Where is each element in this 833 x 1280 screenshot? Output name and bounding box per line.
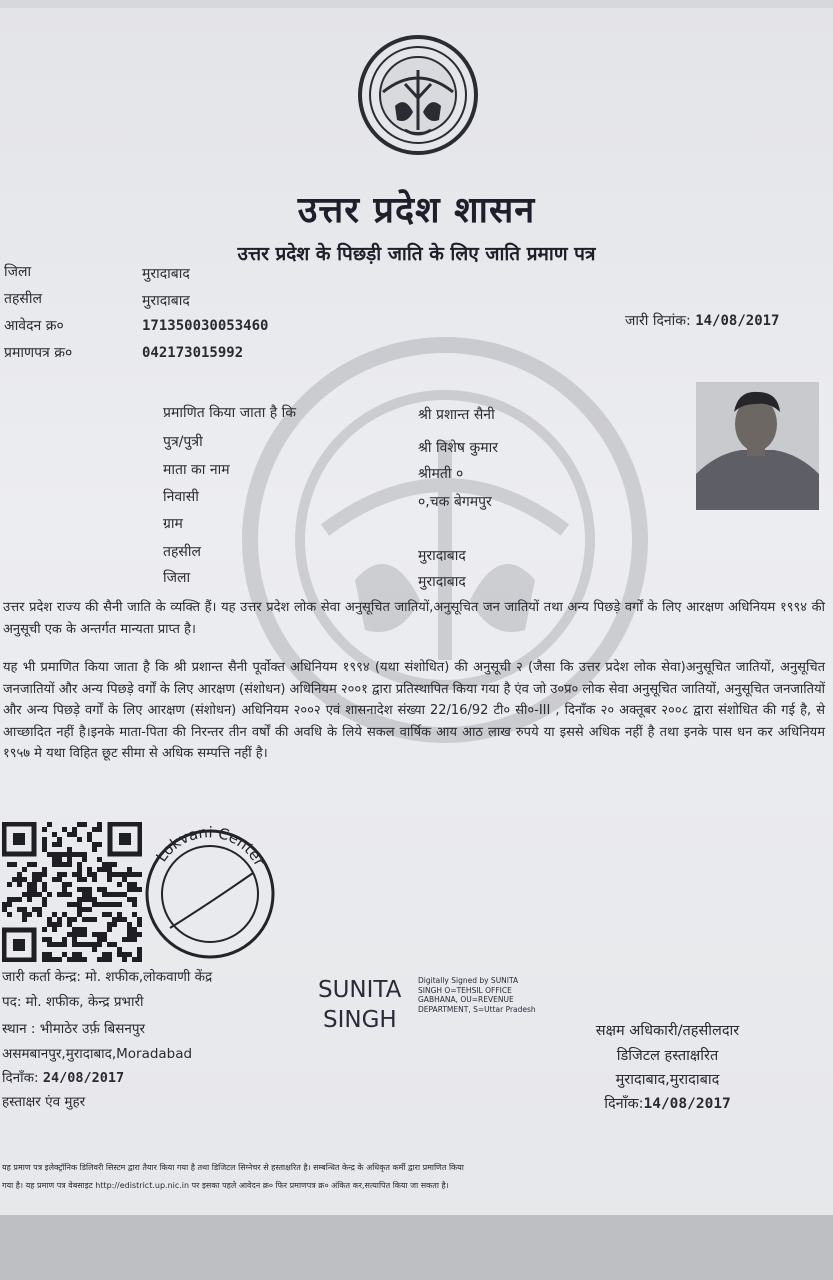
field-label-district: जिला — [163, 570, 191, 586]
qr-module — [37, 872, 42, 877]
qr-module — [102, 952, 107, 957]
qr-module — [37, 892, 42, 897]
qr-module — [87, 867, 92, 872]
qr-module — [102, 937, 107, 942]
qr-module — [62, 862, 67, 867]
qr-module — [27, 887, 32, 892]
qr-module — [102, 912, 107, 917]
issue-date-value: 14/08/2017 — [695, 313, 780, 329]
qr-module — [22, 917, 27, 922]
qr-module — [47, 892, 52, 897]
field-value-mother: श्रीमती ० — [418, 466, 464, 482]
qr-module — [72, 902, 77, 907]
qr-module — [32, 877, 37, 882]
field-value-name: श्री प्रशान्त सैनी — [418, 407, 495, 423]
qr-module — [127, 897, 132, 902]
qr-module — [52, 862, 57, 867]
qr-module — [47, 822, 52, 827]
qr-module — [102, 932, 107, 937]
qr-module — [47, 937, 52, 942]
qr-module — [107, 892, 112, 897]
qr-module — [77, 872, 82, 877]
qr-module — [122, 957, 127, 962]
qr-module — [97, 957, 102, 962]
qr-module — [87, 837, 92, 842]
qr-module — [52, 857, 57, 862]
qr-module — [92, 917, 97, 922]
qr-module — [82, 897, 87, 902]
qr-module — [87, 872, 92, 877]
qr-module — [82, 927, 87, 932]
meta-value-tehsil: मुरादाबाद — [142, 293, 190, 309]
qr-module — [82, 917, 87, 922]
qr-module — [77, 912, 82, 917]
qr-module — [27, 897, 32, 902]
certificate-subtitle: उत्तर प्रदेश के पिछड़ी जाति के लिए जाति प्रमाण पत्र — [237, 243, 596, 265]
footer-note-line2: गया है। यह प्रमाण पत्र वेबसाइट http://edistrict.up.nic.in पर इसका पहले आवेदन क्र० फिर प्रमाणपत्र क्र० अंकित कर,सत्यापित किया जा सकता है। — [2, 1181, 449, 1190]
qr-module — [57, 922, 62, 927]
qr-module — [67, 902, 72, 907]
qr-module — [42, 842, 47, 847]
qr-module — [42, 887, 47, 892]
qr-module — [52, 957, 57, 962]
scan-background — [0, 1215, 833, 1280]
qr-module — [87, 942, 92, 947]
qr-module — [47, 942, 52, 947]
qr-module — [97, 842, 102, 847]
qr-module — [82, 892, 87, 897]
qr-module — [82, 852, 87, 857]
qr-module — [122, 872, 127, 877]
qr-module — [62, 827, 67, 832]
qr-module — [67, 932, 72, 937]
qr-module — [127, 872, 132, 877]
qr-module — [97, 857, 102, 862]
qr-module — [77, 822, 82, 827]
qr-module — [77, 877, 82, 882]
qr-module — [102, 892, 107, 897]
qr-module — [32, 892, 37, 897]
issue-date — [625, 311, 780, 330]
qr-module — [97, 827, 102, 832]
qr-module — [62, 937, 67, 942]
qr-module — [72, 952, 77, 957]
qr-module — [72, 872, 77, 877]
qr-module — [127, 922, 132, 927]
qr-module — [22, 892, 27, 897]
applicant-photo — [696, 382, 819, 510]
qr-module — [62, 887, 67, 892]
qr-module — [107, 942, 112, 947]
qr-module — [77, 942, 82, 947]
qr-module — [97, 867, 102, 872]
qr-module — [72, 832, 77, 837]
qr-module — [97, 887, 102, 892]
qr-module — [62, 952, 67, 957]
signature-and-seal-label: हस्ताक्षर एंव मुहर — [2, 1094, 86, 1110]
issue-date-label: जारी दिनांक: — [625, 313, 691, 329]
meta-label-certificate-no: प्रमाणपत्र क्र० — [4, 345, 73, 361]
qr-module — [97, 822, 102, 827]
qr-module — [72, 852, 77, 857]
qr-module — [32, 872, 37, 877]
qr-module — [127, 937, 132, 942]
qr-module — [27, 882, 32, 887]
issuer-date-label: दिनाँक: — [2, 1070, 39, 1086]
qr-module — [92, 877, 97, 882]
qr-module — [67, 957, 72, 962]
qr-module — [102, 862, 107, 867]
qr-module — [127, 932, 132, 937]
qr-module — [67, 882, 72, 887]
footer-note-line1: यह प्रमाण पत्र इलेक्ट्रॉनिक डिलिवरी सिस्टम द्वारा तैयार किया गया है तथा डिजिटल सिग्नेचर से हस्ताक्षरित है। सम्बन्धित केन्द्र के अधिकृत कर्मी द्वारा प्रमाणित किया — [2, 1163, 464, 1172]
meta-value-certificate-no: 042173015992 — [142, 345, 244, 361]
qr-module — [67, 862, 72, 867]
field-value-district: मुरादाबाद — [418, 574, 466, 590]
qr-module — [97, 937, 102, 942]
qr-module — [7, 902, 12, 907]
qr-module — [22, 877, 27, 882]
qr-module — [32, 887, 37, 892]
qr-module — [82, 942, 87, 947]
qr-module — [92, 872, 97, 877]
qr-module — [127, 882, 132, 887]
qr-module — [47, 917, 52, 922]
qr-module — [77, 897, 82, 902]
meta-label-application-no: आवेदन क्र० — [4, 318, 64, 334]
qr-module — [42, 847, 47, 852]
authority-date-value: 14/08/2017 — [643, 1096, 731, 1112]
qr-module — [87, 832, 92, 837]
qr-module — [112, 892, 117, 897]
qr-module — [112, 917, 117, 922]
qr-module — [117, 882, 122, 887]
issuer-date — [2, 1068, 124, 1086]
qr-module — [62, 882, 67, 887]
qr-module — [72, 917, 77, 922]
qr-module — [12, 877, 17, 882]
qr-module — [82, 877, 87, 882]
qr-module — [77, 957, 82, 962]
qr-code — [2, 822, 142, 962]
qr-module — [2, 907, 7, 912]
qr-module — [7, 882, 12, 887]
qr-module — [32, 907, 37, 912]
qr-module — [7, 897, 12, 902]
qr-module — [42, 957, 47, 962]
qr-module — [107, 902, 112, 907]
field-label-certified: प्रमाणित किया जाता है कि — [163, 405, 297, 421]
qr-module — [112, 872, 117, 877]
qr-module — [107, 957, 112, 962]
qr-module — [117, 947, 122, 952]
qr-module — [127, 927, 132, 932]
qr-module — [122, 892, 127, 897]
qr-module — [17, 897, 22, 902]
qr-module — [32, 862, 37, 867]
qr-module — [92, 932, 97, 937]
qr-module — [67, 857, 72, 862]
qr-module — [117, 917, 122, 922]
qr-module — [77, 887, 82, 892]
qr-module — [92, 897, 97, 902]
qr-module — [22, 912, 27, 917]
qr-module — [107, 927, 112, 932]
authority-title: सक्षम अधिकारी/तहसीलदार — [595, 1023, 740, 1039]
qr-module — [102, 867, 107, 872]
paper-edge — [0, 0, 833, 8]
qr-module — [47, 922, 52, 927]
field-value-tehsil: मुरादाबाद — [418, 548, 466, 564]
authority-digitally-signed: डिजिटल हस्ताक्षरित — [616, 1048, 719, 1064]
qr-module — [47, 952, 52, 957]
qr-module — [37, 877, 42, 882]
meta-label-tehsil: तहसील — [4, 291, 42, 307]
qr-module — [112, 902, 117, 907]
qr-module — [67, 917, 72, 922]
qr-module — [112, 922, 117, 927]
qr-module — [42, 827, 47, 832]
qr-module — [42, 867, 47, 872]
qr-module — [87, 897, 92, 902]
qr-module — [107, 952, 112, 957]
qr-module — [72, 942, 77, 947]
qr-module — [97, 902, 102, 907]
field-label-son-daughter: पुत्र/पुत्री — [163, 434, 203, 450]
qr-module — [77, 907, 82, 912]
qr-module — [72, 927, 77, 932]
issuer-date-value: 24/08/2017 — [42, 1070, 125, 1086]
qr-module — [102, 957, 107, 962]
qr-module — [67, 922, 72, 927]
qr-module — [72, 932, 77, 937]
qr-module — [67, 892, 72, 897]
qr-module — [122, 917, 127, 922]
qr-module — [42, 902, 47, 907]
qr-module — [77, 927, 82, 932]
qr-module — [97, 932, 102, 937]
qr-module — [52, 942, 57, 947]
qr-module — [112, 862, 117, 867]
qr-module — [52, 832, 57, 837]
qr-module — [107, 872, 112, 877]
qr-module — [12, 897, 17, 902]
qr-module — [57, 877, 62, 882]
qr-module — [107, 922, 112, 927]
field-label-tehsil: तहसील — [163, 544, 201, 560]
qr-module — [82, 887, 87, 892]
field-value-resident: ०,चक बेगमपुर — [418, 494, 492, 510]
qr-module — [57, 842, 62, 847]
qr-module — [17, 882, 22, 887]
qr-module — [57, 942, 62, 947]
qr-module — [117, 872, 122, 877]
qr-module — [127, 952, 132, 957]
qr-module — [22, 907, 27, 912]
issuer-center: जारी कर्ता केन्द्र: मो. शफीक,लोकवाणी केंद्र — [2, 969, 213, 985]
qr-module — [92, 947, 97, 952]
qr-module — [37, 907, 42, 912]
qr-module — [62, 942, 67, 947]
field-label-mother: माता का नाम — [163, 462, 230, 478]
authority-location: मुरादाबाद,मुरादाबाद — [615, 1072, 720, 1088]
qr-module — [67, 847, 72, 852]
signer-last-name: SINGH — [323, 1007, 397, 1033]
qr-module — [107, 912, 112, 917]
digital-signature-details: Digitally Signed by SUNITA SINGH O=TEHSIL OFFICE GABHANA, OU=REVENUE DEPARTMENT, S=Uttar Pradesh — [418, 976, 536, 1014]
qr-module — [52, 842, 57, 847]
qr-module — [122, 952, 127, 957]
qr-module — [42, 837, 47, 842]
authority-date-label: दिनाँक: — [604, 1096, 644, 1112]
qr-module — [17, 907, 22, 912]
qr-module — [92, 942, 97, 947]
qr-module — [57, 857, 62, 862]
qr-module — [87, 917, 92, 922]
qr-module — [82, 932, 87, 937]
qr-module — [87, 887, 92, 892]
qr-module — [127, 867, 132, 872]
qr-module — [37, 912, 42, 917]
qr-module — [77, 852, 82, 857]
qr-module — [42, 872, 47, 877]
issuer-designation: पद: मो. शफीक, केन्द्र प्रभारी — [2, 994, 144, 1010]
qr-module — [32, 882, 37, 887]
qr-module — [82, 957, 87, 962]
qr-module — [82, 907, 87, 912]
qr-module — [77, 837, 82, 842]
qr-module — [72, 827, 77, 832]
meta-value-district: मुरादाबाद — [142, 266, 190, 282]
qr-module — [57, 957, 62, 962]
caste-declaration-paragraph: उत्तर प्रदेश राज्य की सैनी जाति के व्यक्ति हैं। यह उत्तर प्रदेश लोक सेवा अनुसूचित जातियों,अनुसूचित जन जातियों तथा अन्य पिछड़े वर्गों के लिए आरक्षण अधिनियम १९९४ की अनुसूची एक के अन्तर्गत मान्यता प्राप्त है। — [3, 600, 825, 637]
digital-signer-name — [318, 975, 401, 1035]
qr-module — [102, 887, 107, 892]
qr-module — [52, 927, 57, 932]
qr-module — [92, 842, 97, 847]
qr-module — [57, 852, 62, 857]
qr-module — [87, 907, 92, 912]
qr-module — [52, 922, 57, 927]
qr-module — [77, 932, 82, 937]
qr-module — [7, 912, 12, 917]
field-label-resident: निवासी — [163, 489, 199, 505]
qr-module — [42, 927, 47, 932]
qr-module — [47, 852, 52, 857]
qr-module — [67, 852, 72, 857]
page-title: उत्तर प्रदेश शासन — [297, 189, 536, 231]
lokvani-center-stamp — [135, 818, 280, 963]
authority-date — [560, 1093, 775, 1113]
qr-module — [12, 862, 17, 867]
qr-module — [57, 892, 62, 897]
qr-module — [107, 862, 112, 867]
qr-module — [77, 867, 82, 872]
qr-module — [52, 877, 57, 882]
creamy-layer-paragraph: यह भी प्रमाणित किया जाता है कि श्री प्रशान्त सैनी पूर्वोक्त अधिनियम १९९४ (यथा संशोधित) की अनुसूची २ (जैसा कि उत्तर प्रदेश लोक सेवा)अनुसूचित जातियों, अनुसूचित जनजातियों और अन्य पिछड़े वर्गों के लिए आरक्षण (संशोधन) अधिनियम २००१ द्वारा प्रतिस्थापित किया गया है एंव जो उ०प्र० लोक सेवा अनुसूचित जातियों, अनुसूचित जनजातियों और अन्य पिछड़े वर्गों के लिए आरक्षण (संशोधन) अधिनियम २००२ एवं शासनादेश संख्या 22/16/92 टी० सी०-III , दिनाँक २० अक्तूबर २००८ द्वारा संशोधित की गई है, से आच्छादित नहीं है।इनके माता-पिता की निरन्तर तीन वर्षों की अवधि के लिये सकल वार्षिक आय आठ लाख रुपये या इससे अधिक नहीं है तथा इनके पास धन कर अधिनियम १९५७ मे यथा विहित छूट सीमा से अधिक सम्पत्ति नहीं है। — [3, 660, 825, 761]
qr-module — [72, 937, 77, 942]
qr-module — [77, 862, 82, 867]
qr-module — [42, 897, 47, 902]
qr-module — [57, 872, 62, 877]
qr-module — [62, 872, 67, 877]
qr-module — [62, 852, 67, 857]
qr-module — [7, 862, 12, 867]
qr-module — [62, 912, 67, 917]
qr-module — [122, 937, 127, 942]
qr-module — [2, 902, 7, 907]
qr-module — [17, 872, 22, 877]
up-government-emblem-icon — [355, 34, 481, 156]
meta-value-application-no: 171350030053460 — [142, 318, 269, 334]
qr-module — [82, 857, 87, 862]
qr-module — [22, 867, 27, 872]
qr-module — [107, 877, 112, 882]
field-label-village: ग्राम — [163, 516, 183, 532]
qr-module — [27, 862, 32, 867]
qr-module — [62, 892, 67, 897]
qr-module — [77, 902, 82, 907]
qr-module — [107, 867, 112, 872]
qr-module — [102, 902, 107, 907]
qr-module — [52, 852, 57, 857]
qr-module — [67, 832, 72, 837]
issuer-address: असमबानपुर,मुरादाबाद,Moradabad — [2, 1046, 193, 1062]
qr-module — [42, 952, 47, 957]
qr-module — [92, 847, 97, 852]
qr-module — [17, 877, 22, 882]
qr-module — [72, 957, 77, 962]
qr-module — [57, 917, 62, 922]
svg-text:Lokvani Center: Lokvani Center — [152, 823, 269, 870]
qr-module — [97, 942, 102, 947]
qr-module — [27, 892, 32, 897]
field-value-father: श्री विशेष कुमार — [418, 440, 498, 456]
qr-module — [117, 892, 122, 897]
qr-module — [47, 957, 52, 962]
qr-module — [52, 912, 57, 917]
qr-module — [42, 882, 47, 887]
qr-module — [92, 902, 97, 907]
qr-module — [117, 902, 122, 907]
qr-module — [92, 827, 97, 832]
qr-module — [117, 912, 122, 917]
qr-module — [122, 877, 127, 882]
qr-module — [57, 837, 62, 842]
qr-module — [27, 912, 32, 917]
meta-label-district: जिला — [4, 264, 32, 280]
qr-module — [57, 862, 62, 867]
qr-module — [112, 942, 117, 947]
qr-module — [127, 887, 132, 892]
qr-module — [117, 952, 122, 957]
issuer-place: स्थान : भीमाठेर उर्फ़ बिसनपुर — [2, 1021, 146, 1037]
signer-first-name: SUNITA — [318, 977, 402, 1003]
qr-module — [87, 892, 92, 897]
qr-module — [77, 952, 82, 957]
qr-module — [42, 937, 47, 942]
qr-module — [82, 822, 87, 827]
